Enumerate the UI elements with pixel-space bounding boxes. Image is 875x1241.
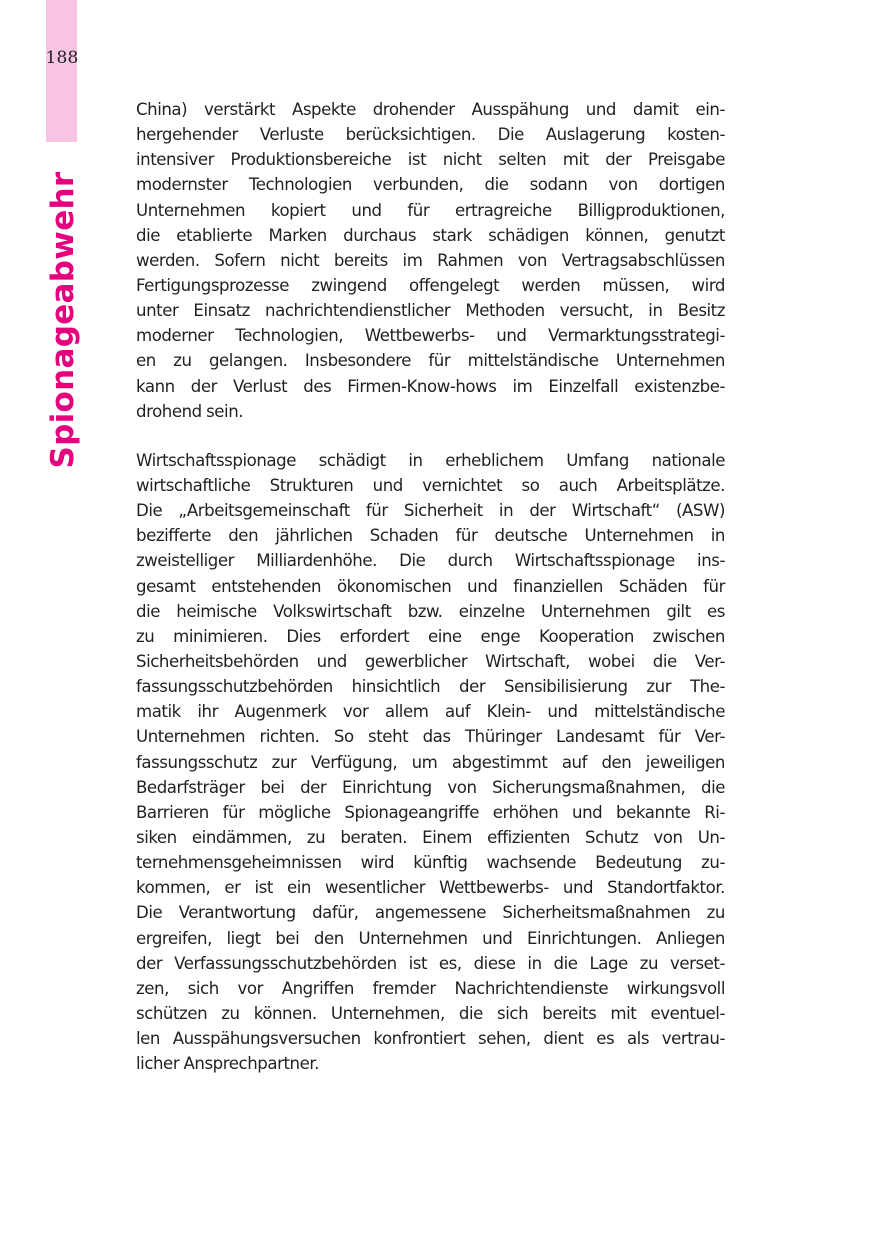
text-line: Bedarfsträger bei der Einrichtung von Sicherungsmaßnahmen, die [136,777,725,797]
text-line: intensiver Produktionsbereiche ist nicht selten mit der Preisgabe [136,150,725,170]
text-line: der Verfassungsschutzbehörden ist es, diese in die Lage zu verset- [136,953,725,973]
text-line: Unternehmen richten. So steht das Thüringer Landesamt für Ver- [136,727,725,747]
paragraph-1 [136,97,725,424]
text-line: ternehmensgeheimnissen wird künftig wachsende Bedeutung zu- [136,853,725,873]
paragraph-2 [136,448,725,1077]
text-line: kommen, er ist ein wesentlicher Wettbewerbs- und Standortfaktor. [136,878,725,898]
text-line: licher Ansprechpartner. [136,1054,319,1074]
text-line: Die „Arbeitsgemeinschaft für Sicherheit in der Wirtschaft“ (ASW) [136,501,725,521]
text-line: siken eindämmen, zu beraten. Einem effizienten Schutz von Un- [136,827,725,847]
text-line: matik ihr Augenmerk vor allem auf Klein- und mittelständische [136,702,725,722]
text-line: kann der Verlust des Firmen-Know-hows im Einzelfall existenzbe- [136,376,725,396]
section-heading-container [38,171,88,469]
text-line: ergreifen, liegt bei den Unternehmen und Einrichtungen. Anliegen [136,928,725,948]
text-line: werden. Sofern nicht bereits im Rahmen von Vertragsabschlüssen [136,250,725,270]
text-line: unter Einsatz nachrichtendienstlicher Methoden versucht, in Besitz [136,301,725,321]
text-line: die heimische Volkswirtschaft bzw. einzelne Unternehmen gilt es [136,601,725,621]
text-line: Unternehmen kopiert und für ertragreiche Billigproduktionen, [136,200,725,220]
text-line: drohend sein. [136,401,244,421]
text-line: gesamt entstehenden ökonomischen und finanziellen Schäden für [136,576,725,596]
body-text [136,97,725,1100]
text-line: modernster Technologien verbunden, die sodann von dortigen [136,175,725,195]
text-line: Sicherheitsbehörden und gewerblicher Wirtschaft, wobei die Ver- [136,651,725,671]
text-line: Die Verantwortung dafür, angemessene Sicherheitsmaßnahmen zu [136,903,725,923]
text-line: Barrieren für mögliche Spionageangriffe erhöhen und bekannte Ri- [136,802,725,822]
text-line: bezifferte den jährlichen Schaden für deutsche Unternehmen in [136,526,725,546]
text-line: zu minimieren. Dies erfordert eine enge Kooperation zwischen [136,626,725,646]
page-tab-marker [46,0,77,142]
page-number: 188 [45,48,79,68]
text-line: fassungsschutzbehörden hinsichtlich der Sensibilisierung zur The- [136,677,725,697]
text-line: China) verstärkt Aspekte drohender Ausspähung und damit ein- [136,100,725,119]
text-line: zweistelliger Milliardenhöhe. Die durch Wirtschaftsspionage ins- [136,551,725,571]
text-line: zen, sich vor Angriffen fremder Nachrichtendienste wirkungsvoll [136,978,725,998]
text-line: hergehender Verluste berücksichtigen. Die Auslagerung kosten- [136,125,725,145]
text-line: fassungsschutz zur Verfügung, um abgestimmt auf den jeweiligen [136,752,725,772]
text-line: Fertigungsprozesse zwingend offengelegt werden müssen, wird [136,275,725,295]
text-line: Wirtschaftsspionage schädigt in erheblichem Umfang nationale [136,450,725,470]
section-heading: Spionageabwehr [45,171,81,469]
text-line: moderner Technologien, Wettbewerbs- und Vermarktungsstrategi- [136,326,725,346]
text-line: en zu gelangen. Insbesondere für mittelständische Unternehmen [136,351,725,371]
text-line: wirtschaftliche Strukturen und vernichtet so auch Arbeitsplätze. [136,475,725,495]
text-line: schützen zu können. Unternehmen, die sich bereits mit eventuel- [136,1003,725,1023]
text-line: len Ausspähungsversuchen konfrontiert sehen, dient es als vertrau- [136,1029,725,1049]
text-line: die etablierte Marken durchaus stark schädigen können, genutzt [136,225,725,245]
